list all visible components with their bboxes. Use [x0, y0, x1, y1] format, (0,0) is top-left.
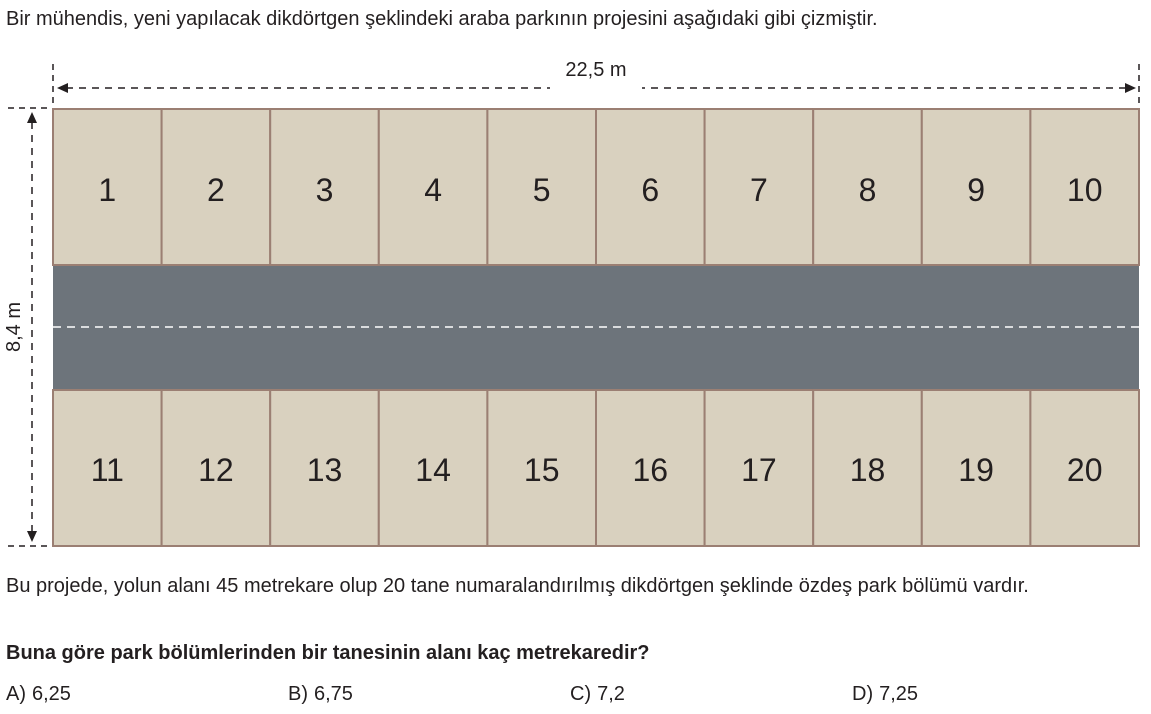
- space-number-7: 7: [750, 172, 768, 208]
- space-number-16: 16: [632, 452, 669, 488]
- question-text: Buna göre park bölümlerinden bir tanesinin alanı kaç metrekaredir?: [6, 642, 650, 664]
- space-number-2: 2: [207, 172, 225, 208]
- road: [53, 265, 1139, 390]
- option-c[interactable]: [570, 683, 625, 706]
- space-number-8: 8: [858, 172, 877, 208]
- body-text: Bu projede, yolun alanı 45 metrekare olup 20 tane numaralandırılmış dikdörtgen şeklinde özdeş park bölümü vardır.: [6, 575, 1029, 597]
- width-arrow-left: [57, 83, 68, 93]
- option-a[interactable]: [6, 683, 71, 706]
- option-d-value: 7,25: [879, 683, 919, 705]
- space-number-1: 1: [98, 172, 117, 208]
- space-number-20: 20: [1066, 452, 1103, 488]
- space-number-19: 19: [958, 452, 994, 488]
- space-number-6: 6: [641, 172, 660, 208]
- space-number-14: 14: [415, 452, 451, 488]
- option-b-letter: B): [288, 683, 308, 705]
- space-number-3: 3: [315, 172, 334, 208]
- height-arrow-bottom: [27, 531, 37, 542]
- intro-text: Bir mühendis, yeni yapılacak dikdörtgen şeklindeki araba parkının projesini aşağıdaki gibi çizmiştir.: [6, 8, 878, 30]
- space-number-4: 4: [424, 172, 442, 208]
- width-dimension: [53, 59, 1139, 108]
- space-number-17: 17: [741, 452, 777, 488]
- space-number-15: 15: [523, 452, 560, 488]
- space-number-5: 5: [532, 172, 551, 208]
- option-d[interactable]: [852, 683, 918, 706]
- height-label: 8,4 m: [3, 301, 25, 353]
- space-number-11: 11: [90, 452, 124, 488]
- space-number-12: 12: [198, 452, 234, 488]
- option-c-value: 7,2: [597, 683, 625, 705]
- option-c-letter: C): [570, 683, 592, 705]
- height-arrow-top: [27, 112, 37, 123]
- space-number-18: 18: [849, 452, 886, 488]
- space-number-13: 13: [306, 452, 343, 488]
- option-d-letter: D): [852, 683, 874, 705]
- space-number-10: 10: [1066, 172, 1103, 208]
- width-label: 22,5 m: [565, 59, 627, 81]
- option-a-letter: A): [6, 683, 26, 705]
- option-b[interactable]: [288, 683, 353, 706]
- top-parking-row: [53, 109, 1139, 265]
- space-number-9: 9: [967, 172, 985, 208]
- option-a-value: 6,25: [32, 683, 71, 705]
- width-arrow-right: [1125, 83, 1136, 93]
- option-b-value: 6,75: [314, 683, 353, 705]
- bottom-parking-row: [53, 390, 1139, 546]
- height-dimension: [3, 108, 50, 546]
